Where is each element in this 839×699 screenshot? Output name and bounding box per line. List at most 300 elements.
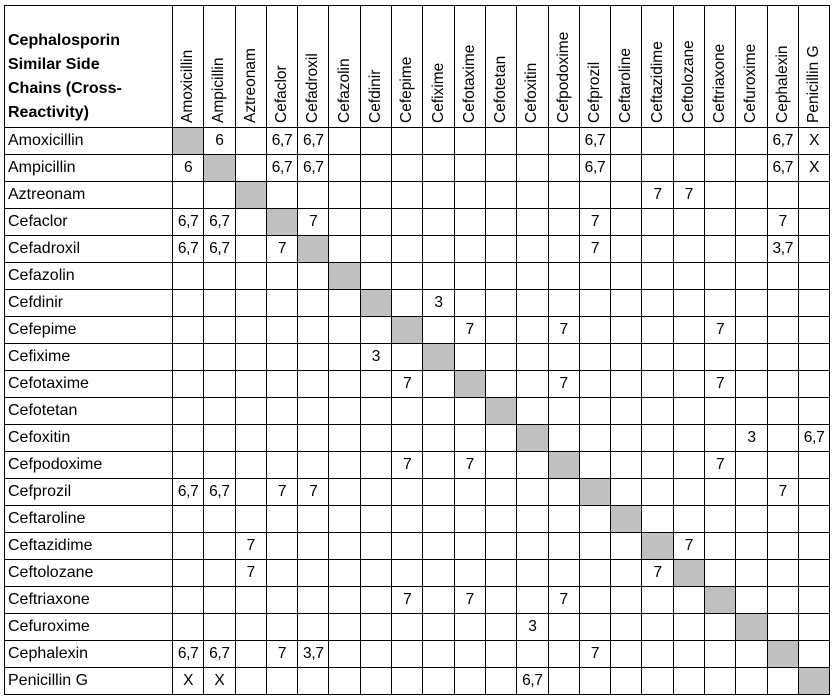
table-cell xyxy=(517,506,548,533)
table-cell xyxy=(266,398,297,425)
table-cell xyxy=(204,371,235,398)
table-cell xyxy=(454,236,485,263)
table-cell: 3,7 xyxy=(767,236,798,263)
table-cell xyxy=(423,236,454,263)
table-cell xyxy=(798,209,829,236)
diagonal-cell xyxy=(548,452,579,479)
table-cell xyxy=(298,425,329,452)
table-cell xyxy=(423,668,454,695)
table-cell xyxy=(642,425,673,452)
column-header xyxy=(705,6,736,128)
table-cell: 3,7 xyxy=(298,641,329,668)
table-row xyxy=(5,317,830,344)
table-cell xyxy=(392,182,423,209)
column-header-label: Cefoxitin xyxy=(523,62,541,123)
table-cell xyxy=(611,425,642,452)
cross-reactivity-table xyxy=(4,5,830,695)
table-cell xyxy=(705,398,736,425)
table-cell xyxy=(798,614,829,641)
diagonal-cell xyxy=(173,128,204,155)
column-header xyxy=(517,6,548,128)
table-cell xyxy=(235,128,266,155)
table-cell xyxy=(360,668,391,695)
column-header-label: Ceftriaxone xyxy=(711,43,729,123)
table-cell: 6,7 xyxy=(767,155,798,182)
table-cell xyxy=(517,263,548,290)
table-cell: 6,7 xyxy=(767,128,798,155)
diagonal-cell xyxy=(517,425,548,452)
column-header xyxy=(392,6,423,128)
table-cell xyxy=(548,560,579,587)
table-cell xyxy=(298,668,329,695)
table-cell xyxy=(517,560,548,587)
table-row xyxy=(5,587,830,614)
table-cell xyxy=(798,506,829,533)
table-cell xyxy=(360,182,391,209)
table-cell xyxy=(611,452,642,479)
table-cell xyxy=(392,128,423,155)
table-cell xyxy=(392,479,423,506)
table-cell xyxy=(611,317,642,344)
table-cell xyxy=(266,182,297,209)
table-cell xyxy=(235,344,266,371)
table-cell xyxy=(392,533,423,560)
table-cell xyxy=(579,506,610,533)
column-header xyxy=(798,6,829,128)
diagonal-cell xyxy=(485,398,516,425)
table-cell xyxy=(517,344,548,371)
table-cell xyxy=(235,398,266,425)
row-header: Cefepime xyxy=(5,317,173,344)
row-header: Cefazolin xyxy=(5,263,173,290)
table-cell xyxy=(329,533,360,560)
table-cell xyxy=(517,479,548,506)
table-cell xyxy=(611,344,642,371)
table-cell: 6,7 xyxy=(204,236,235,263)
table-row xyxy=(5,425,830,452)
row-header: Cefaclor xyxy=(5,209,173,236)
table-cell xyxy=(485,587,516,614)
column-header xyxy=(204,6,235,128)
table-cell xyxy=(360,614,391,641)
table-cell xyxy=(548,425,579,452)
table-cell xyxy=(454,344,485,371)
table-cell: 7 xyxy=(298,479,329,506)
table-cell xyxy=(673,506,704,533)
table-cell xyxy=(548,290,579,317)
diagonal-cell xyxy=(329,263,360,290)
table-cell xyxy=(235,668,266,695)
table-cell xyxy=(798,182,829,209)
table-cell xyxy=(579,425,610,452)
table-cell xyxy=(736,560,767,587)
table-cell xyxy=(173,614,204,641)
table-row xyxy=(5,182,830,209)
diagonal-cell xyxy=(673,560,704,587)
table-cell xyxy=(329,236,360,263)
table-cell xyxy=(298,533,329,560)
table-cell xyxy=(548,209,579,236)
table-cell xyxy=(485,425,516,452)
table-cell xyxy=(705,668,736,695)
table-cell xyxy=(579,371,610,398)
table-row xyxy=(5,479,830,506)
table-cell xyxy=(705,236,736,263)
table-cell: 6,7 xyxy=(204,209,235,236)
table-cell xyxy=(173,290,204,317)
table-cell xyxy=(423,452,454,479)
table-cell xyxy=(360,263,391,290)
column-header xyxy=(611,6,642,128)
table-row xyxy=(5,236,830,263)
table-cell xyxy=(642,128,673,155)
table-cell xyxy=(235,155,266,182)
table-cell xyxy=(423,479,454,506)
table-cell xyxy=(579,182,610,209)
table-cell xyxy=(204,425,235,452)
table-cell xyxy=(736,182,767,209)
table-cell xyxy=(485,128,516,155)
table-cell xyxy=(204,317,235,344)
table-cell xyxy=(579,398,610,425)
column-header-label: Cefepime xyxy=(398,56,416,123)
table-cell: 7 xyxy=(235,560,266,587)
table-cell xyxy=(642,452,673,479)
table-cell xyxy=(423,263,454,290)
table-cell xyxy=(611,479,642,506)
table-cell xyxy=(423,182,454,209)
table-cell: 3 xyxy=(736,425,767,452)
table-cell xyxy=(548,155,579,182)
table-cell xyxy=(423,317,454,344)
table-cell: 7 xyxy=(454,587,485,614)
table-cell xyxy=(736,641,767,668)
table-cell xyxy=(579,344,610,371)
table-cell: 7 xyxy=(673,182,704,209)
table-cell: 7 xyxy=(642,182,673,209)
table-cell xyxy=(454,209,485,236)
table-cell xyxy=(235,479,266,506)
column-header xyxy=(360,6,391,128)
table-cell xyxy=(767,263,798,290)
column-header-label: Ceftolozane xyxy=(679,40,697,123)
table-cell xyxy=(454,263,485,290)
table-cell xyxy=(579,290,610,317)
table-cell xyxy=(579,452,610,479)
table-cell xyxy=(235,506,266,533)
table-title xyxy=(5,6,173,128)
table-cell xyxy=(548,668,579,695)
table-cell xyxy=(392,398,423,425)
column-header xyxy=(767,6,798,128)
table-cell: 6,7 xyxy=(173,479,204,506)
table-cell xyxy=(705,533,736,560)
table-cell xyxy=(642,371,673,398)
table-cell xyxy=(642,668,673,695)
table-cell xyxy=(298,344,329,371)
table-cell xyxy=(266,317,297,344)
table-cell xyxy=(736,398,767,425)
diagonal-cell xyxy=(204,155,235,182)
column-header-label: Cefuroxime xyxy=(742,43,760,123)
table-cell xyxy=(454,668,485,695)
table-cell xyxy=(173,263,204,290)
row-header: Cefuroxime xyxy=(5,614,173,641)
table-cell xyxy=(642,290,673,317)
table-cell xyxy=(611,371,642,398)
table-cell xyxy=(642,209,673,236)
row-header: Cefprozil xyxy=(5,479,173,506)
table-cell xyxy=(392,560,423,587)
table-cell xyxy=(485,668,516,695)
table-cell xyxy=(548,236,579,263)
table-cell xyxy=(673,587,704,614)
table-cell xyxy=(454,533,485,560)
table-cell xyxy=(579,533,610,560)
table-cell xyxy=(173,452,204,479)
row-header: Ceftazidime xyxy=(5,533,173,560)
diagonal-cell xyxy=(705,587,736,614)
table-cell xyxy=(204,398,235,425)
diagonal-cell xyxy=(454,371,485,398)
table-cell xyxy=(392,614,423,641)
table-cell xyxy=(392,209,423,236)
table-cell xyxy=(798,479,829,506)
table-cell: 6,7 xyxy=(204,479,235,506)
table-cell xyxy=(392,236,423,263)
table-cell xyxy=(736,479,767,506)
table-cell xyxy=(485,560,516,587)
table-cell xyxy=(235,371,266,398)
table-cell xyxy=(705,128,736,155)
table-cell xyxy=(736,533,767,560)
table-cell: 6,7 xyxy=(579,128,610,155)
diagonal-cell xyxy=(767,641,798,668)
column-header-label: Aztreonam xyxy=(241,48,259,123)
table-cell xyxy=(579,263,610,290)
table-cell: 7 xyxy=(579,236,610,263)
table-cell xyxy=(392,263,423,290)
table-cell xyxy=(423,614,454,641)
table-cell xyxy=(767,182,798,209)
table-cell xyxy=(235,209,266,236)
table-cell xyxy=(266,344,297,371)
table-cell xyxy=(517,371,548,398)
table-cell xyxy=(798,344,829,371)
table-cell xyxy=(548,533,579,560)
table-cell xyxy=(454,641,485,668)
table-cell xyxy=(548,506,579,533)
table-cell xyxy=(485,236,516,263)
table-cell xyxy=(298,290,329,317)
table-cell xyxy=(173,398,204,425)
table-row xyxy=(5,614,830,641)
table-cell xyxy=(673,614,704,641)
table-cell xyxy=(204,587,235,614)
table-cell xyxy=(611,155,642,182)
table-cell xyxy=(266,668,297,695)
column-header-label: Cefadroxil xyxy=(304,53,322,123)
table-cell xyxy=(767,344,798,371)
table-cell xyxy=(298,452,329,479)
table-cell: 7 xyxy=(266,236,297,263)
table-cell xyxy=(423,398,454,425)
table-cell xyxy=(392,641,423,668)
table-cell xyxy=(204,182,235,209)
column-header-label: Cefixime xyxy=(429,62,447,123)
table-cell xyxy=(298,560,329,587)
table-cell xyxy=(736,209,767,236)
table-cell xyxy=(329,344,360,371)
table-cell: 7 xyxy=(392,371,423,398)
table-cell: 6,7 xyxy=(298,128,329,155)
table-cell: 7 xyxy=(454,317,485,344)
table-cell xyxy=(298,506,329,533)
table-cell xyxy=(266,533,297,560)
table-cell xyxy=(485,614,516,641)
table-cell xyxy=(611,182,642,209)
table-cell xyxy=(548,128,579,155)
table-cell xyxy=(173,425,204,452)
table-cell xyxy=(579,587,610,614)
table-cell xyxy=(329,587,360,614)
table-cell xyxy=(173,371,204,398)
table-cell xyxy=(548,479,579,506)
table-cell: 6,7 xyxy=(173,641,204,668)
table-cell xyxy=(673,290,704,317)
table-cell xyxy=(485,506,516,533)
table-cell xyxy=(173,587,204,614)
table-cell: 6,7 xyxy=(266,128,297,155)
table-cell: 6,7 xyxy=(298,155,329,182)
table-cell xyxy=(360,452,391,479)
column-header-label: Cefazolin xyxy=(335,58,353,123)
table-row xyxy=(5,209,830,236)
table-cell xyxy=(298,317,329,344)
table-cell: 7 xyxy=(548,587,579,614)
table-cell xyxy=(360,128,391,155)
table-cell xyxy=(485,182,516,209)
table-cell xyxy=(705,155,736,182)
table-cell xyxy=(360,371,391,398)
table-cell xyxy=(517,452,548,479)
table-cell xyxy=(611,560,642,587)
column-header-label: Cefdinir xyxy=(366,69,384,123)
table-cell xyxy=(611,263,642,290)
table-cell xyxy=(204,533,235,560)
table-cell xyxy=(235,317,266,344)
table-cell xyxy=(392,668,423,695)
row-header: Ampicillin xyxy=(5,155,173,182)
table-cell: 6,7 xyxy=(266,155,297,182)
table-cell: 7 xyxy=(392,452,423,479)
table-cell xyxy=(423,533,454,560)
table-row xyxy=(5,344,830,371)
table-cell xyxy=(360,317,391,344)
column-header xyxy=(266,6,297,128)
diagonal-cell xyxy=(798,668,829,695)
table-cell xyxy=(360,155,391,182)
table-cell: 7 xyxy=(767,209,798,236)
table-cell xyxy=(454,614,485,641)
table-cell xyxy=(798,290,829,317)
table-cell: 3 xyxy=(423,290,454,317)
table-cell xyxy=(423,587,454,614)
table-cell xyxy=(454,506,485,533)
table-row xyxy=(5,641,830,668)
table-cell xyxy=(736,587,767,614)
table-cell xyxy=(611,290,642,317)
table-cell: 6,7 xyxy=(204,641,235,668)
table-cell xyxy=(611,128,642,155)
table-cell xyxy=(548,614,579,641)
table-cell xyxy=(298,182,329,209)
table-cell xyxy=(329,614,360,641)
table-cell xyxy=(705,344,736,371)
table-cell xyxy=(329,128,360,155)
table-cell xyxy=(517,236,548,263)
column-header xyxy=(298,6,329,128)
table-cell xyxy=(736,263,767,290)
diagonal-cell xyxy=(298,236,329,263)
table-cell: 7 xyxy=(235,533,266,560)
table-cell: 7 xyxy=(392,587,423,614)
column-header xyxy=(673,6,704,128)
diagonal-cell xyxy=(611,506,642,533)
table-cell: 6,7 xyxy=(798,425,829,452)
table-cell xyxy=(579,614,610,641)
diagonal-cell xyxy=(642,533,673,560)
column-header xyxy=(423,6,454,128)
column-header xyxy=(454,6,485,128)
table-cell: 7 xyxy=(266,641,297,668)
table-cell xyxy=(767,317,798,344)
table-cell: 3 xyxy=(517,614,548,641)
row-header: Cefoxitin xyxy=(5,425,173,452)
table-cell xyxy=(798,560,829,587)
table-cell xyxy=(235,452,266,479)
table-cell xyxy=(423,560,454,587)
table-cell xyxy=(485,317,516,344)
table-cell xyxy=(454,560,485,587)
table-cell xyxy=(485,290,516,317)
table-cell: 6,7 xyxy=(579,155,610,182)
table-cell xyxy=(204,506,235,533)
column-header xyxy=(579,6,610,128)
row-header: Penicillin G xyxy=(5,668,173,695)
table-row xyxy=(5,155,830,182)
table-cell: 7 xyxy=(673,533,704,560)
table-cell xyxy=(392,155,423,182)
table-cell xyxy=(767,371,798,398)
table-cell xyxy=(611,533,642,560)
table-cell xyxy=(579,560,610,587)
table-cell xyxy=(673,398,704,425)
table-cell xyxy=(329,506,360,533)
table-cell: 6,7 xyxy=(517,668,548,695)
table-cell: 7 xyxy=(767,479,798,506)
table-cell xyxy=(235,236,266,263)
table-cell xyxy=(329,182,360,209)
diagonal-cell xyxy=(235,182,266,209)
table-cell: 7 xyxy=(705,371,736,398)
row-header: Cefdinir xyxy=(5,290,173,317)
table-cell xyxy=(329,371,360,398)
table-cell: 7 xyxy=(454,452,485,479)
table-cell xyxy=(392,425,423,452)
table-cell xyxy=(266,614,297,641)
table-cell xyxy=(173,317,204,344)
